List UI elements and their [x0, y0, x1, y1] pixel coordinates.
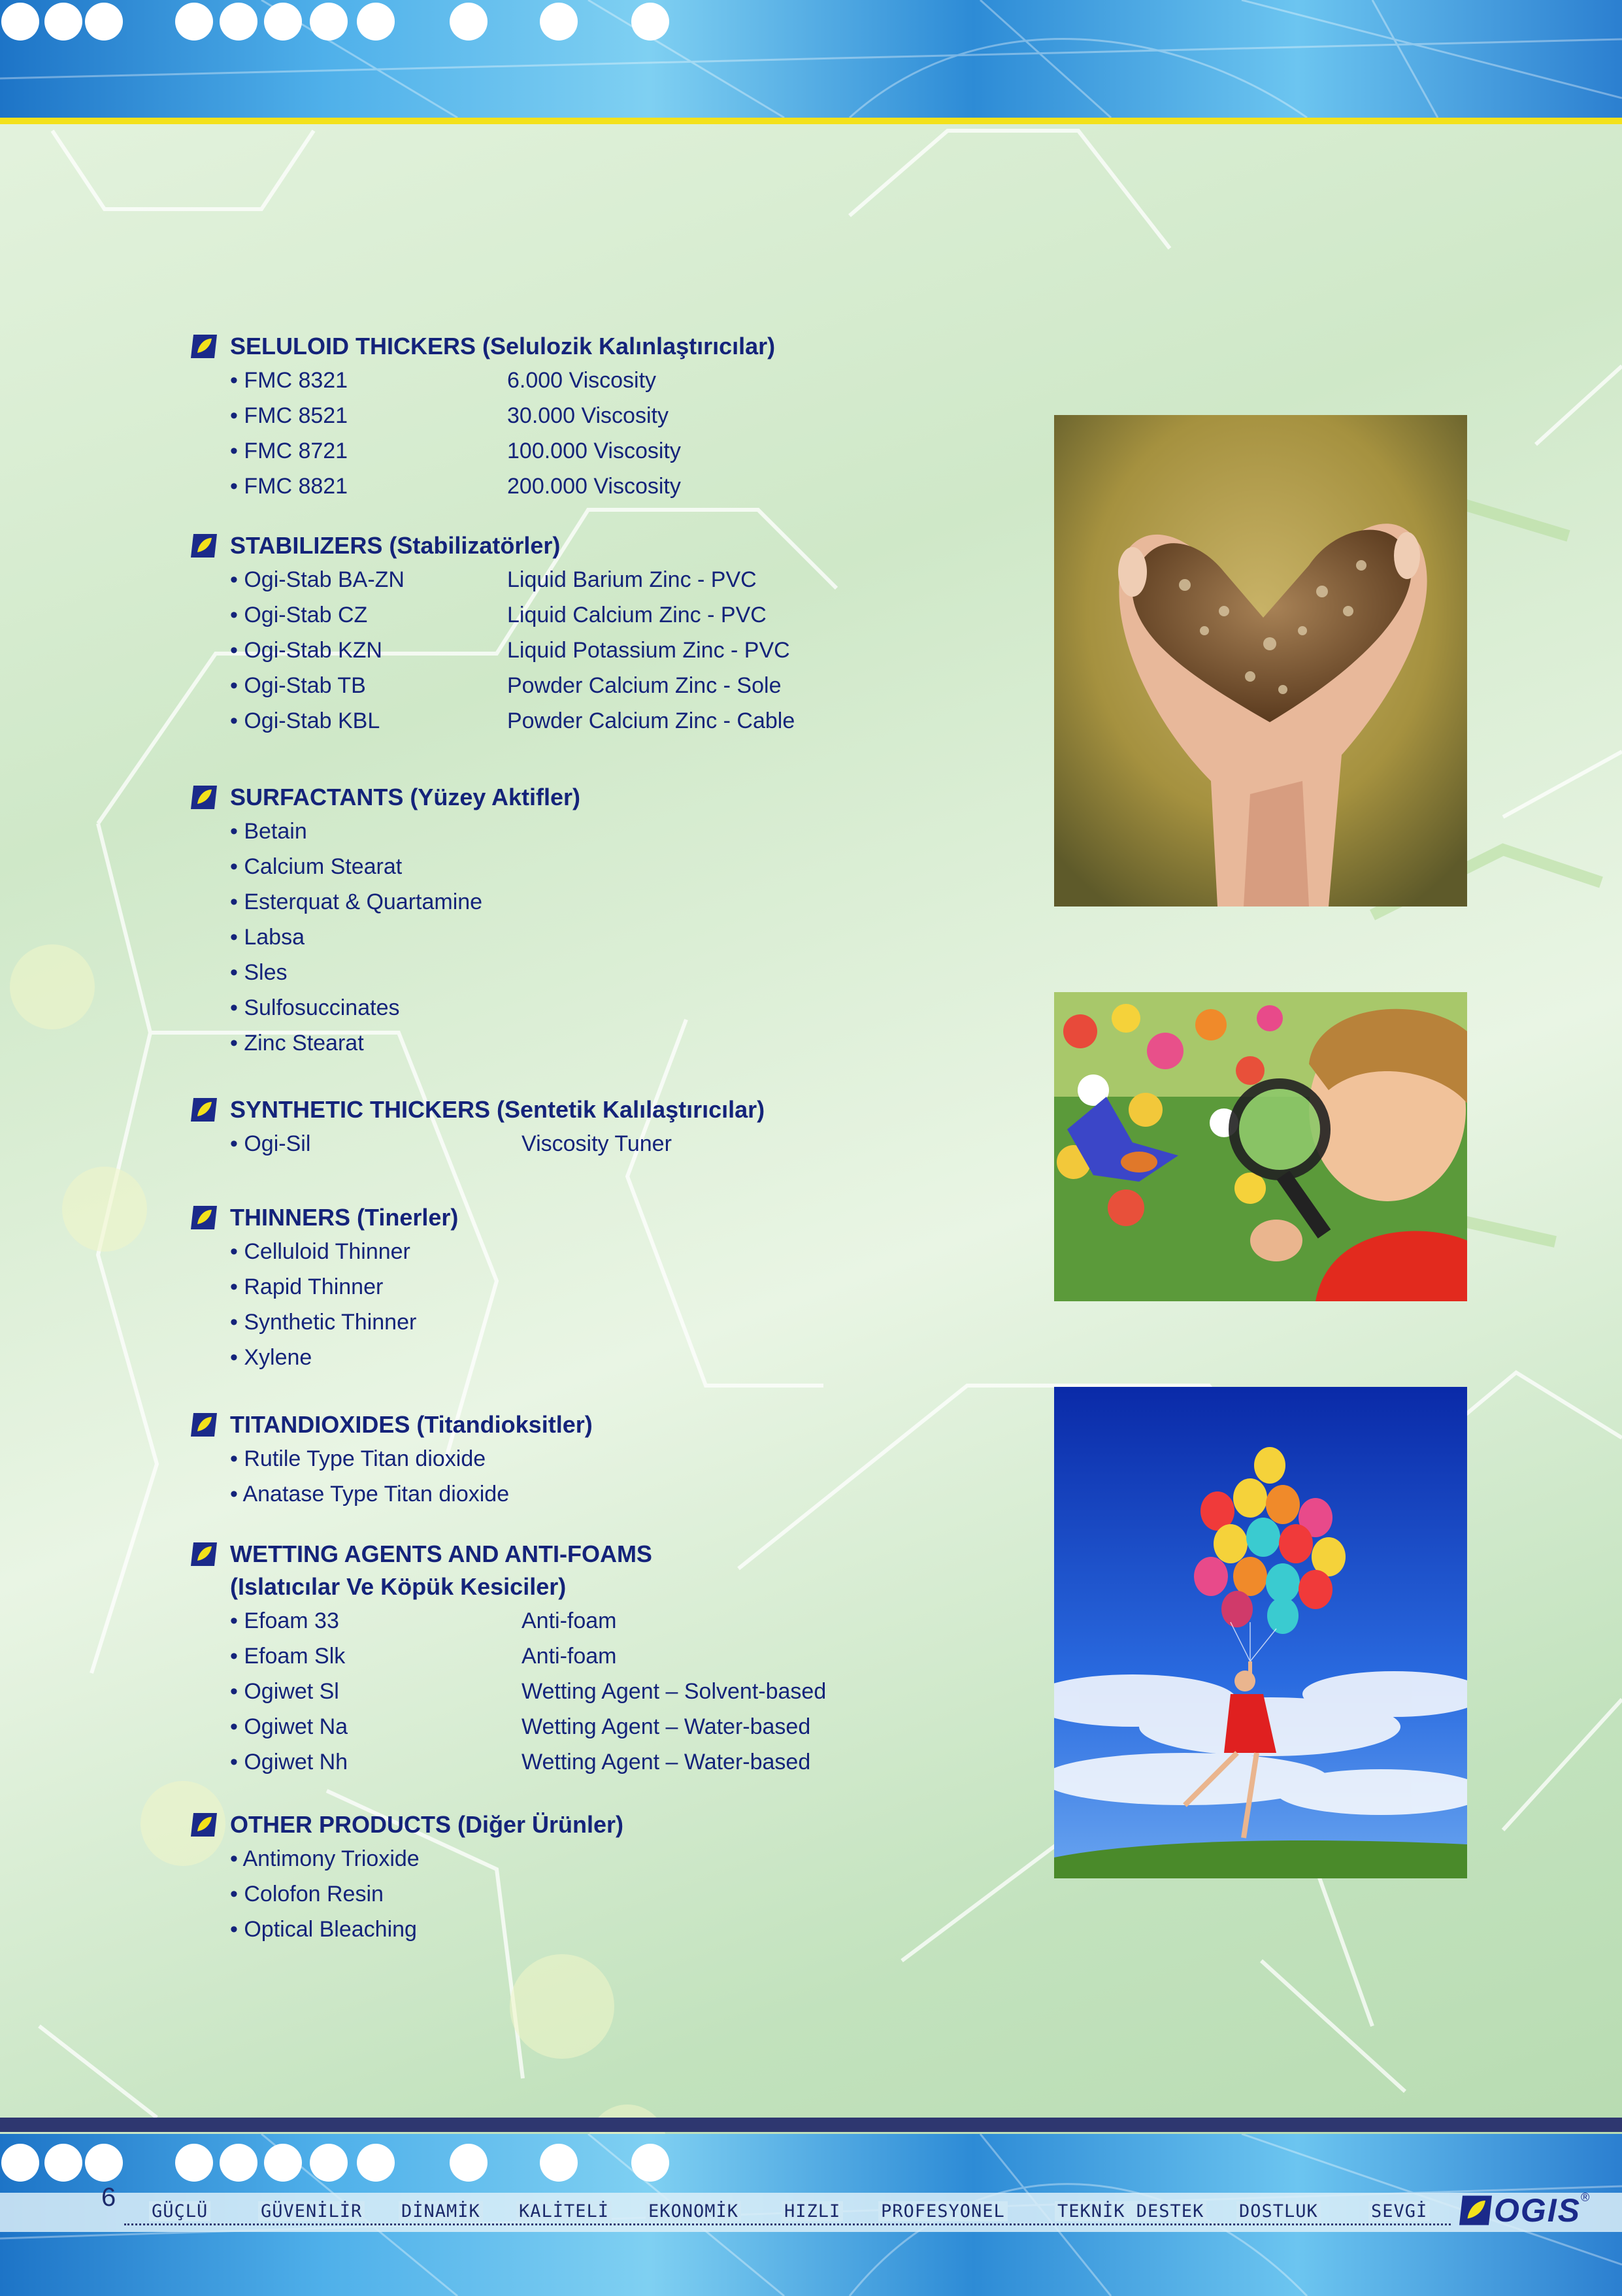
decorative-dot [450, 2144, 488, 2182]
decorative-dot [220, 3, 257, 41]
decorative-dot [264, 3, 302, 41]
photo-girl-balloons [1054, 1387, 1467, 1878]
decorative-dot [44, 3, 82, 41]
slogan-word: DİNAMİK [399, 2201, 483, 2221]
ogis-leaf-icon [190, 784, 218, 810]
decorative-dot [310, 3, 348, 41]
decorative-dot [540, 3, 578, 41]
section-heading: SELULOID THICKERS (Selulozik Kalınlaştırıcılar) [190, 330, 775, 363]
decorative-dot [175, 3, 213, 41]
list-item: • Ogiwet Na Wetting Agent – Water-based [230, 1714, 811, 1739]
boy-magnifier-image [1054, 992, 1467, 1301]
list-item: • Ogi-Stab BA-ZN Liquid Barium Zinc - PVC [230, 567, 757, 592]
list-item: • Labsa [230, 925, 305, 950]
footer-dotted-line [124, 2223, 1451, 2225]
ogis-leaf-icon [190, 533, 218, 559]
section-heading: WETTING AGENTS AND ANTI-FOAMS (Islatıcılar Ve Köpük Kesiciler) [190, 1538, 652, 1603]
list-item: • Sles [230, 960, 288, 985]
ogis-logo: OGIS ® [1457, 2191, 1589, 2230]
ogis-leaf-icon [190, 1205, 218, 1231]
section-heading: SYNTHETIC THICKERS (Sentetik Kalılaştırıcılar) [190, 1093, 765, 1126]
section-heading: TITANDIOXIDES (Titandioksitler) [190, 1408, 593, 1441]
list-item: • Synthetic Thinner [230, 1310, 417, 1335]
section-heading: STABILIZERS (Stabilizatörler) [190, 529, 560, 562]
ogis-leaf-icon [190, 1812, 218, 1838]
list-item: • Efoam 33 Anti-foam [230, 1608, 617, 1633]
header-accent-line [0, 118, 1622, 124]
section-titandioxides [190, 1408, 593, 1512]
hands-heart-image [1054, 415, 1467, 907]
decorative-dot [1, 2144, 39, 2182]
list-item: • FMC 8821 200.000 Viscosity [230, 474, 681, 499]
list-item: • Xylene [230, 1345, 312, 1370]
slogan-word: DOSTLUK [1236, 2201, 1321, 2221]
slogan-word: SEVGİ [1368, 2201, 1430, 2221]
list-item: • Esterquat & Quartamine [230, 890, 483, 914]
girl-balloons-image [1054, 1387, 1467, 1878]
list-item: • Colofon Resin [230, 1882, 384, 1906]
decorative-dot [450, 3, 488, 41]
list-item: • Ogi-Sil Viscosity Tuner [230, 1131, 672, 1156]
list-item: • Betain [230, 819, 307, 844]
section-stabilizers [190, 529, 795, 739]
section-surfactants [190, 781, 580, 1061]
ogis-leaf-icon [190, 1541, 218, 1567]
decorative-dot [175, 2144, 213, 2182]
slogan-word: HIZLI [782, 2201, 843, 2221]
decorative-dot [85, 2144, 123, 2182]
slogan-word: KALİTELİ [516, 2201, 612, 2221]
ogis-leaf-icon [1457, 2194, 1494, 2227]
list-item: • Zinc Stearat [230, 1031, 364, 1056]
section-heading: OTHER PRODUCTS (Diğer Ürünler) [190, 1808, 623, 1841]
list-item: • Ogi-Stab KBL Powder Calcium Zinc - Cable [230, 708, 795, 733]
slogan-word: TEKNİK DESTEK [1055, 2201, 1206, 2221]
list-item: • Optical Bleaching [230, 1917, 417, 1942]
section-wetting-agents [190, 1538, 827, 1780]
slogan-word: PROFESYONEL [878, 2201, 1008, 2221]
list-item: • Anatase Type Titan dioxide [230, 1482, 510, 1506]
registered-mark: ® [1581, 2191, 1590, 2204]
decorative-dot [264, 2144, 302, 2182]
decorative-dot [357, 2144, 395, 2182]
ogis-leaf-icon [190, 1097, 218, 1123]
list-item: • Rapid Thinner [230, 1274, 384, 1299]
decorative-dot [357, 3, 395, 41]
decorative-dot [1, 3, 39, 41]
decorative-dot [220, 2144, 257, 2182]
list-item: • Ogi-Stab CZ Liquid Calcium Zinc - PVC [230, 603, 767, 627]
list-item: • FMC 8321 6.000 Viscosity [230, 368, 657, 393]
slogan-word: EKONOMİK [646, 2201, 741, 2221]
decorative-dot [540, 2144, 578, 2182]
footer-navy-line [0, 2118, 1622, 2132]
decorative-dot [85, 3, 123, 41]
decorative-dot [44, 2144, 82, 2182]
slogan-word: GÜVENİLİR [258, 2201, 365, 2221]
photo-hands-heart [1054, 415, 1467, 907]
slogan-word: GÜÇLÜ [149, 2201, 210, 2221]
list-item: • Antimony Trioxide [230, 1846, 420, 1871]
decorative-dot [310, 2144, 348, 2182]
section-synthetic-thickers [190, 1093, 765, 1161]
list-item: • Ogiwet Nh Wetting Agent – Water-based [230, 1750, 811, 1774]
list-item: • Rutile Type Titan dioxide [230, 1446, 486, 1471]
list-item: • FMC 8521 30.000 Viscosity [230, 403, 669, 428]
section-seluloid-thickers [190, 330, 775, 504]
list-item: • Ogiwet Sl Wetting Agent – Solvent-based [230, 1679, 827, 1704]
list-item: • Efoam Slk Anti-foam [230, 1644, 617, 1669]
list-item: • Sulfosuccinates [230, 995, 400, 1020]
list-item: • FMC 8721 100.000 Viscosity [230, 439, 681, 463]
photo-boy-magnifier [1054, 992, 1467, 1301]
section-thinners [190, 1201, 458, 1375]
decorative-dot [631, 2144, 669, 2182]
list-item: • Ogi-Stab TB Powder Calcium Zinc - Sole [230, 673, 782, 698]
list-item: • Calcium Stearat [230, 854, 403, 879]
section-heading: SURFACTANTS (Yüzey Aktifler) [190, 781, 580, 814]
list-item: • Celluloid Thinner [230, 1239, 410, 1264]
decorative-dot [631, 3, 669, 41]
ogis-leaf-icon [190, 333, 218, 359]
list-item: • Ogi-Stab KZN Liquid Potassium Zinc - PVC [230, 638, 790, 663]
section-heading: THINNERS (Tinerler) [190, 1201, 458, 1234]
section-other-products [190, 1808, 623, 1947]
ogis-leaf-icon [190, 1412, 218, 1438]
page-number: 6 [101, 2183, 116, 2212]
